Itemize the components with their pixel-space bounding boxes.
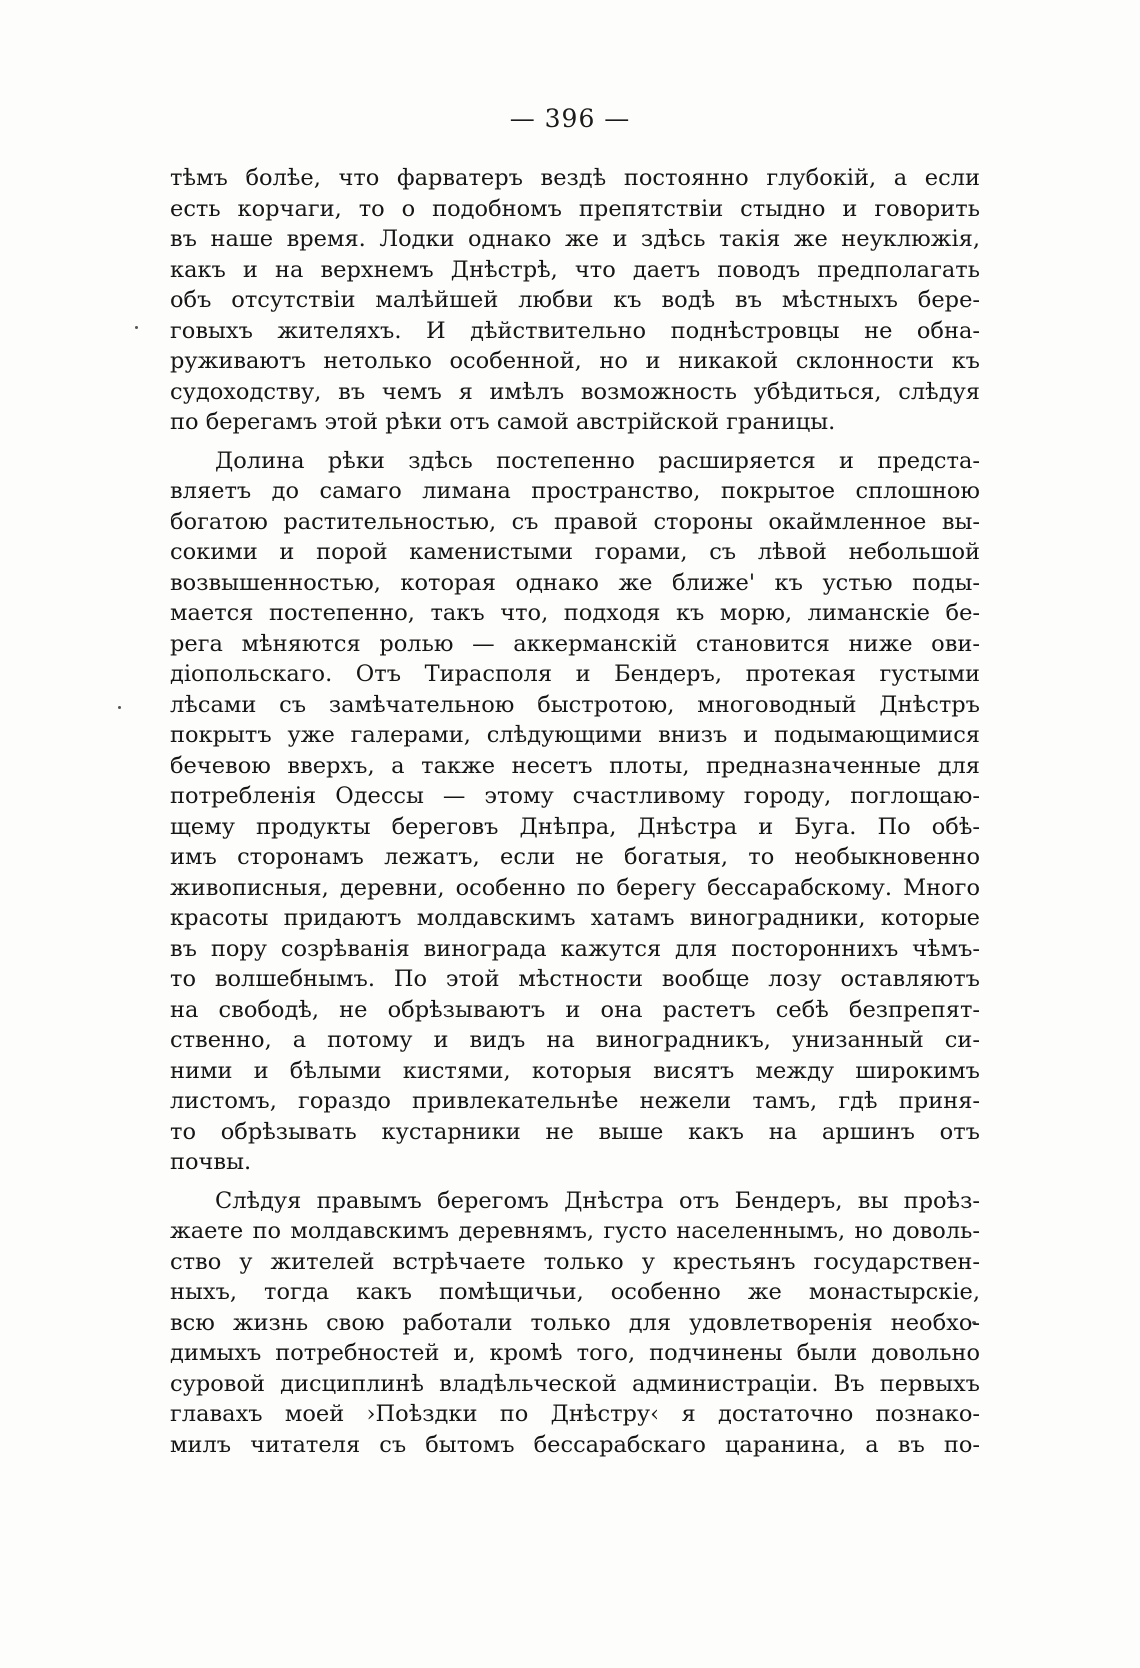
margin-speck: [135, 326, 138, 329]
text-line: по берегамъ этой рѣки отъ самой австрійской границы.: [170, 409, 836, 435]
text-line: ними и бѣлыми кистями, которыя висятъ между широкимъ: [170, 1057, 980, 1084]
paragraph-3: [170, 1186, 980, 1461]
text-line: говыхъ жителяхъ. И дѣйствительно поднѣстровцы не обна-: [170, 317, 980, 344]
text-line: сокими и порой каменистыми горами, съ лѣвой небольшой: [170, 539, 980, 565]
text-line: діопольскаго. Отъ Тирасполя и Бендеръ, протекая густыми: [170, 661, 980, 687]
text-line: Слѣдуя правымъ берегомъ Днѣстра отъ Бендеръ, вы проѣз-: [215, 1187, 980, 1214]
margin-speck: [118, 706, 121, 709]
text-line: димыхъ потребностей и, кромѣ того, подчинены были довольно: [170, 1340, 980, 1366]
text-line: потребленія Одессы — этому счастливому городу, поглощаю-: [170, 783, 980, 809]
text-line: лѣсами съ замѣчательною быстротою, многоводный Днѣстръ: [170, 691, 980, 718]
text-line: тѣмъ болѣе, что фарватеръ вездѣ постоянно глубокій, а если: [170, 165, 980, 191]
text-line: красоты придаютъ молдавскимъ хатамъ виноградники, которые: [170, 905, 980, 931]
text-line: объ отсутствіи малѣйшей любви къ водѣ въ мѣстныхъ бере-: [170, 287, 980, 313]
text-line: ныхъ, тогда какъ помѣщичьи, особенно же монастырскіе,: [170, 1279, 980, 1305]
text-line: жаете по молдавскимъ деревнямъ, густо населеннымъ, но доволь-: [170, 1218, 980, 1244]
text-line: мается постепенно, такъ что, подходя къ морю, лиманскіе бе-: [170, 600, 980, 626]
text-line: есть корчаги, то о подобномъ препятствіи стыдно и говорить: [170, 195, 980, 222]
text-line: вляетъ до самаго лимана пространство, покрытое сплошною: [170, 478, 980, 504]
text-line: то обрѣзывать кустарники не выше какъ на аршинъ отъ: [170, 1118, 980, 1145]
text-line: живописныя, деревни, особенно по берегу бессарабскому. Много: [170, 874, 980, 901]
text-line: суровой дисциплинѣ владѣльческой администраціи. Въ первыхъ: [170, 1370, 980, 1397]
text-line: то волшебнымъ. По этой мѣстности вообще лозу оставляютъ: [170, 966, 980, 992]
text-line: въ пору созрѣванія винограда кажутся для постороннихъ чѣмъ-: [170, 935, 980, 962]
text-line: ство у жителей встрѣчаете только у крестьянъ государствен-: [170, 1248, 980, 1275]
paragraph-1: [170, 163, 980, 438]
text-line: бечевою вверхъ, а также несетъ плоты, предназначенные для: [170, 752, 980, 779]
page-number: — 396 —: [509, 104, 631, 133]
text-line: возвышенностью, которая однако же ближе' къ устью поды-: [170, 569, 980, 596]
text-line: покрытъ уже галерами, слѣдующими внизъ и подымающимися: [170, 722, 980, 748]
text-line: Долина рѣки здѣсь постепенно расширяется и предста-: [215, 447, 980, 474]
body-text: [170, 163, 980, 1460]
paragraph-2: [170, 446, 980, 1178]
text-line: на свободѣ, не обрѣзываютъ и она растетъ себѣ безпрепят-: [170, 996, 980, 1023]
text-line: судоходству, въ чемъ я имѣлъ возможность убѣдиться, слѣдуя: [170, 378, 980, 405]
text-line: щему продукты береговъ Днѣпра, Днѣстра и Буга. По обѣ-: [170, 813, 980, 840]
text-line: въ наше время. Лодки однако же и здѣсь такія же неуклюжія,: [170, 226, 980, 252]
text-line: главахъ моей ›Поѣздки по Днѣстру‹ я достаточно познако-: [170, 1401, 980, 1427]
text-line: рега мѣняются ролью — аккерманскій становится ниже ови-: [170, 630, 980, 657]
text-line: милъ читателя съ бытомъ бессарабскаго царанина, а въ по-: [170, 1431, 980, 1458]
text-line: богатою растительностью, съ правой стороны окаймленное вы-: [170, 508, 980, 535]
text-line: ственно, а потому и видъ на виноградникъ, унизанный си-: [170, 1027, 980, 1053]
text-line: имъ сторонамъ лежатъ, если не богатыя, то необыкновенно: [170, 844, 980, 870]
text-line: руживаютъ нетолько особенной, но и никакой склонности къ: [170, 348, 980, 374]
text-line: всю жизнь свою работали только для удовлетворенія необхо-: [170, 1309, 980, 1336]
text-line: листомъ, гораздо привлекательнѣе нежели тамъ, гдѣ приня-: [170, 1088, 980, 1114]
text-line: какъ и на верхнемъ Днѣстрѣ, что даетъ поводъ предполагать: [170, 256, 980, 283]
text-line: почвы.: [170, 1149, 252, 1175]
